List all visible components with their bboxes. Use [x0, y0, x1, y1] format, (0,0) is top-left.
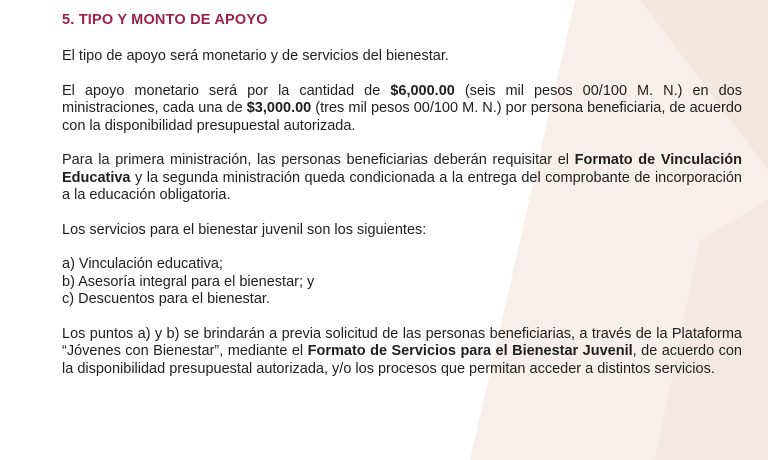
section-title: 5. TIPO Y MONTO DE APOYO [62, 12, 268, 28]
text-segment: y la segunda ministración queda condicionada a la entrega del comprobante de incorporación a la educación obligatoria. [62, 169, 742, 203]
amount-each: $3,000.00 [246, 100, 312, 116]
list-item: a) Vinculación educativa; [62, 256, 223, 272]
paragraph-services-access [62, 326, 742, 379]
bold-form-name: Formato de Vinculación Educativa [62, 152, 742, 186]
paragraph-services-intro: Los servicios para el bienestar juvenil son los siguientes: [62, 221, 427, 238]
amount-total: $6,000.00 [390, 82, 455, 99]
services-list [62, 256, 742, 309]
paragraph-support-type: El tipo de apoyo será monetario y de servicios del bienestar. [62, 48, 449, 64]
document-body [62, 12, 742, 395]
paragraph-monetary-support [62, 83, 742, 136]
paragraph-first-ministration [62, 152, 742, 205]
text-segment: , de acuerdo con la disponibilidad presupuestal autorizada, y/o los procesos que permitan acceder a distintos servicios. [62, 343, 742, 377]
list-item: c) Descuentos para el bienestar. [62, 291, 270, 307]
text-segment: (tres mil pesos 00/100 M. N.) por persona beneficiaria, de acuerdo con la disponibilidad presupuestal autorizada. [62, 100, 742, 134]
text-segment: Los puntos a) y b) se brindarán a previa solicitud de las personas beneficiarias, a través de la Plataforma “Jóvenes con Bienestar”, mediante el [62, 325, 742, 359]
bold-form-name: Formato de Servicios para el Bienestar Juvenil [307, 343, 633, 359]
text-segment: Para la primera ministración, las personas beneficiarias deberán requisitar el [62, 152, 575, 168]
list-item: b) Asesoría integral para el bienestar; y [62, 273, 315, 290]
text-segment: (seis mil pesos 00/100 M. N.) en dos ministraciones, cada una de [62, 82, 742, 116]
text-segment: El apoyo monetario será por la cantidad de [62, 82, 391, 99]
